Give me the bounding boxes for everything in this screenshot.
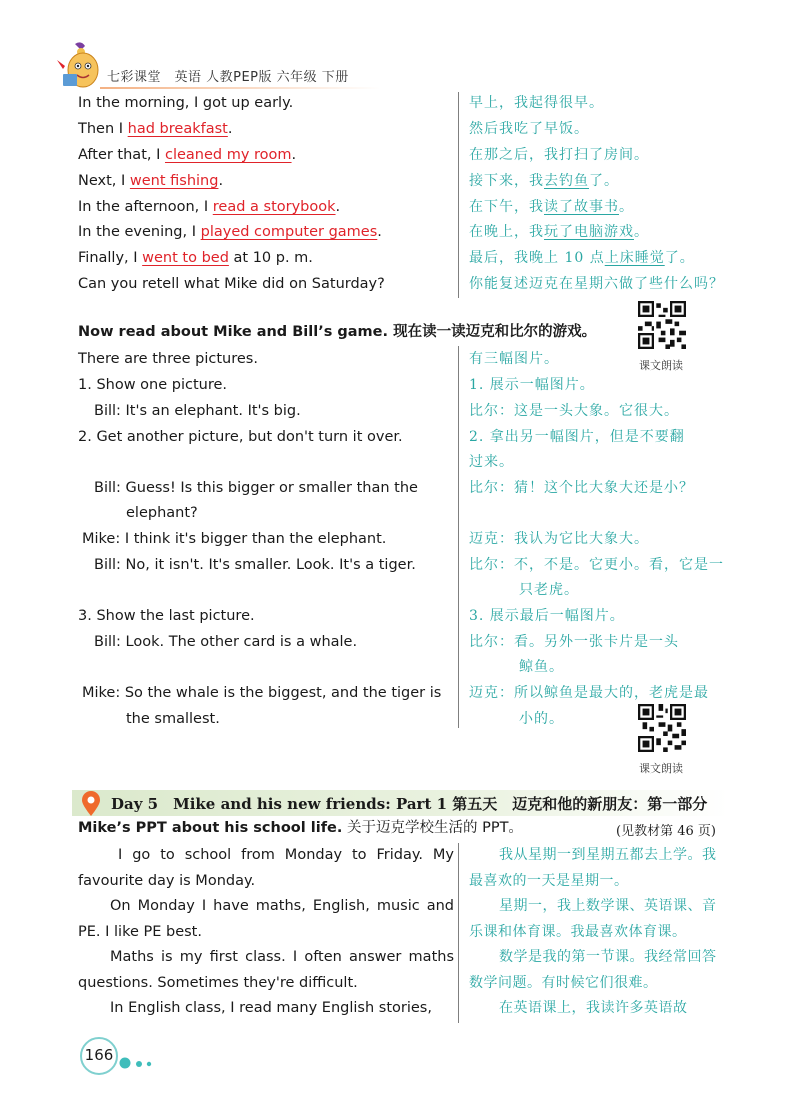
day-title: Day 5 Mike and his new friends: Part 1 第五天 迈克和他的新朋友：第一部分 — [111, 795, 708, 813]
paragraph-en: In English class, I read many English stories, — [110, 1000, 432, 1016]
dialog-line-zh: 2. 拿出另一幅图片，但是不要翻 — [469, 429, 685, 445]
retell-line-zh — [469, 145, 649, 165]
translation-text: 在晚上，我 — [469, 224, 544, 240]
underlined-phrase: 玩了电脑游戏 — [544, 224, 634, 240]
retell-text: . — [218, 173, 224, 189]
dialog-line-zh: 比尔：看。另外一张卡片是一头 — [469, 634, 679, 650]
paragraph-en: On Monday I have maths, English, music and PE. I like PE best. — [78, 898, 454, 940]
qr-code-icon[interactable] — [638, 301, 686, 349]
header-underline — [100, 87, 380, 89]
translation-text: 。 — [634, 224, 649, 240]
translation-text: 接下来，我 — [469, 173, 544, 189]
dialog-line-en: 2. Get another picture, but don't turn it over. — [78, 429, 403, 445]
qr-code-icon[interactable] — [638, 704, 686, 752]
column-divider — [458, 843, 459, 1023]
location-pin-icon — [80, 791, 102, 817]
retell-line-en — [78, 119, 232, 139]
dialog-line-zh: 过来。 — [469, 454, 514, 470]
dialog-line-zh: 迈克：所以鲸鱼是最大的，老虎是最 — [469, 685, 709, 701]
section-heading-en: Mike’s PPT about his school life. — [78, 820, 343, 836]
translation-text: 。 — [619, 199, 634, 215]
underlined-phrase: 读了故事书 — [544, 199, 619, 215]
retell-text: . — [227, 121, 233, 137]
answer-blank: played computer games — [200, 224, 378, 240]
dialog-line-zh: 只老虎。 — [519, 582, 579, 598]
retell-line-en — [78, 93, 293, 113]
section-heading — [78, 818, 523, 838]
retell-text: . — [291, 147, 297, 163]
answer-blank: read a storybook — [212, 199, 336, 215]
paragraph-zh: 星期一，我上数学课、英语课、音乐课和体育课。我最喜欢体育课。 — [469, 898, 717, 940]
section-heading — [78, 322, 596, 342]
paragraph-en: Maths is my first class. I often answer maths questions. Sometimes they're difficult. — [78, 949, 454, 991]
translation-text: 在下午，我 — [469, 199, 544, 215]
dialog-line-en: Bill: Look. The other card is a whale. — [94, 634, 358, 650]
section-heading-zh: 关于迈克学校生活的 PPT。 — [342, 820, 523, 836]
translation-text: 早上，我起得很早。 — [469, 95, 604, 111]
retell-text: Can you retell what Mike did on Saturday? — [78, 276, 385, 292]
dialog-line-en: Bill: No, it isn't. It's smaller. Look. It's a tiger. — [94, 557, 416, 573]
underlined-phrase: 上床睡觉 — [604, 250, 665, 266]
textbook-reference: (见教材第 46 页) — [616, 824, 716, 839]
dialog-line-en: elephant? — [126, 505, 198, 521]
dialog-line-en: 1. Show one picture. — [78, 377, 228, 393]
qr-label: 课文朗读 — [639, 359, 683, 372]
retell-line-en — [78, 145, 296, 165]
translation-text: 了。 — [664, 250, 695, 266]
dialog-line-en: Mike: So the whale is the biggest, and the tiger is — [82, 685, 442, 701]
dialog-line-en: Bill: Guess! Is this bigger or smaller than the — [94, 480, 418, 496]
translation-text: 最后，我晚上 10 点 — [469, 250, 605, 266]
mascot-icon — [55, 40, 107, 92]
dialog-line-zh: 有三幅图片。 — [469, 351, 559, 367]
dialog-line-zh: 比尔：这是一头大象。它很大。 — [469, 403, 679, 419]
retell-line-en — [78, 248, 313, 268]
retell-line-en — [78, 197, 340, 217]
dialog-line-zh: 小的。 — [519, 711, 564, 727]
dialog-line-en: Mike: I think it's bigger than the elephant. — [82, 531, 387, 547]
page-number: 166 — [84, 1046, 114, 1064]
dialog-line-zh: 迈克：我认为它比大象大。 — [469, 531, 649, 547]
dialog-line-en: 3. Show the last picture. — [78, 608, 255, 624]
dialog-line-zh: 3. 展示最后一幅图片。 — [469, 608, 625, 624]
dialog-line-en: the smallest. — [126, 711, 220, 727]
translation-text: 你能复述迈克在星期六做了些什么吗？ — [469, 276, 724, 292]
answer-blank: cleaned my room — [164, 147, 292, 163]
retell-text: . — [335, 199, 341, 215]
retell-line-zh — [469, 197, 634, 217]
paragraph-zh: 数学是我的第一节课。我经常回答数学问题。有时候它们很难。 — [469, 949, 717, 991]
retell-line-zh — [469, 171, 619, 191]
retell-text: In the afternoon, I — [78, 199, 213, 215]
retell-text: After that, I — [78, 147, 165, 163]
paragraph-zh: 在英语课上，我读许多英语故 — [499, 1000, 688, 1016]
section-heading-zh: 现在读一读迈克和比尔的游戏。 — [388, 324, 597, 340]
page-header — [0, 0, 800, 95]
retell-line-zh — [469, 274, 724, 294]
dialog-line-en: There are three pictures. — [78, 351, 258, 367]
retell-line-en — [78, 222, 382, 242]
retell-line-en — [78, 274, 385, 294]
translation-text: 在那之后，我打扫了房间。 — [469, 147, 649, 163]
retell-text: at 10 p. m. — [228, 250, 313, 266]
retell-line-zh — [469, 222, 649, 242]
underlined-phrase: 去钓鱼 — [544, 173, 589, 189]
answer-blank: had breakfast — [127, 121, 228, 137]
translation-text: 然后我吃了早饭。 — [469, 121, 589, 137]
retell-text: Next, I — [78, 173, 130, 189]
retell-line-zh — [469, 93, 604, 113]
column-divider — [458, 92, 459, 298]
retell-text: Finally, I — [78, 250, 143, 266]
retell-text: . — [377, 224, 382, 240]
dialog-line-zh: 鲸鱼。 — [519, 659, 564, 675]
retell-text: In the morning, I got up early. — [78, 95, 294, 111]
qr-label: 课文朗读 — [639, 762, 683, 775]
dialog-line-zh: 1. 展示一幅图片。 — [469, 377, 595, 393]
paragraph-en: I go to school from Monday to Friday. My favourite day is Monday. — [78, 847, 454, 889]
retell-text: Then I — [78, 121, 128, 137]
retell-line-zh — [469, 248, 695, 268]
retell-line-en — [78, 171, 223, 191]
dialog-line-zh: 比尔：猜！这个比大象大还是小？ — [469, 480, 694, 496]
column-divider — [458, 346, 459, 728]
answer-blank: went to bed — [142, 250, 229, 266]
dialog-line-zh: 比尔：不，不是。它更小。看，它是一 — [469, 557, 724, 573]
retell-line-zh — [469, 119, 589, 139]
header-title: 七彩课堂 英语 人教PEP版 六年级 下册 — [107, 70, 349, 85]
answer-blank: went fishing — [129, 173, 219, 189]
retell-text: In the evening, I — [78, 224, 201, 240]
paragraph-zh: 我从星期一到星期五都去上学。我最喜欢的一天是星期一。 — [469, 847, 717, 889]
dialog-line-en: Bill: It's an elephant. It's big. — [94, 403, 301, 419]
translation-text: 了。 — [589, 173, 619, 189]
section-heading-en: Now read about Mike and Bill’s game. — [78, 324, 389, 340]
